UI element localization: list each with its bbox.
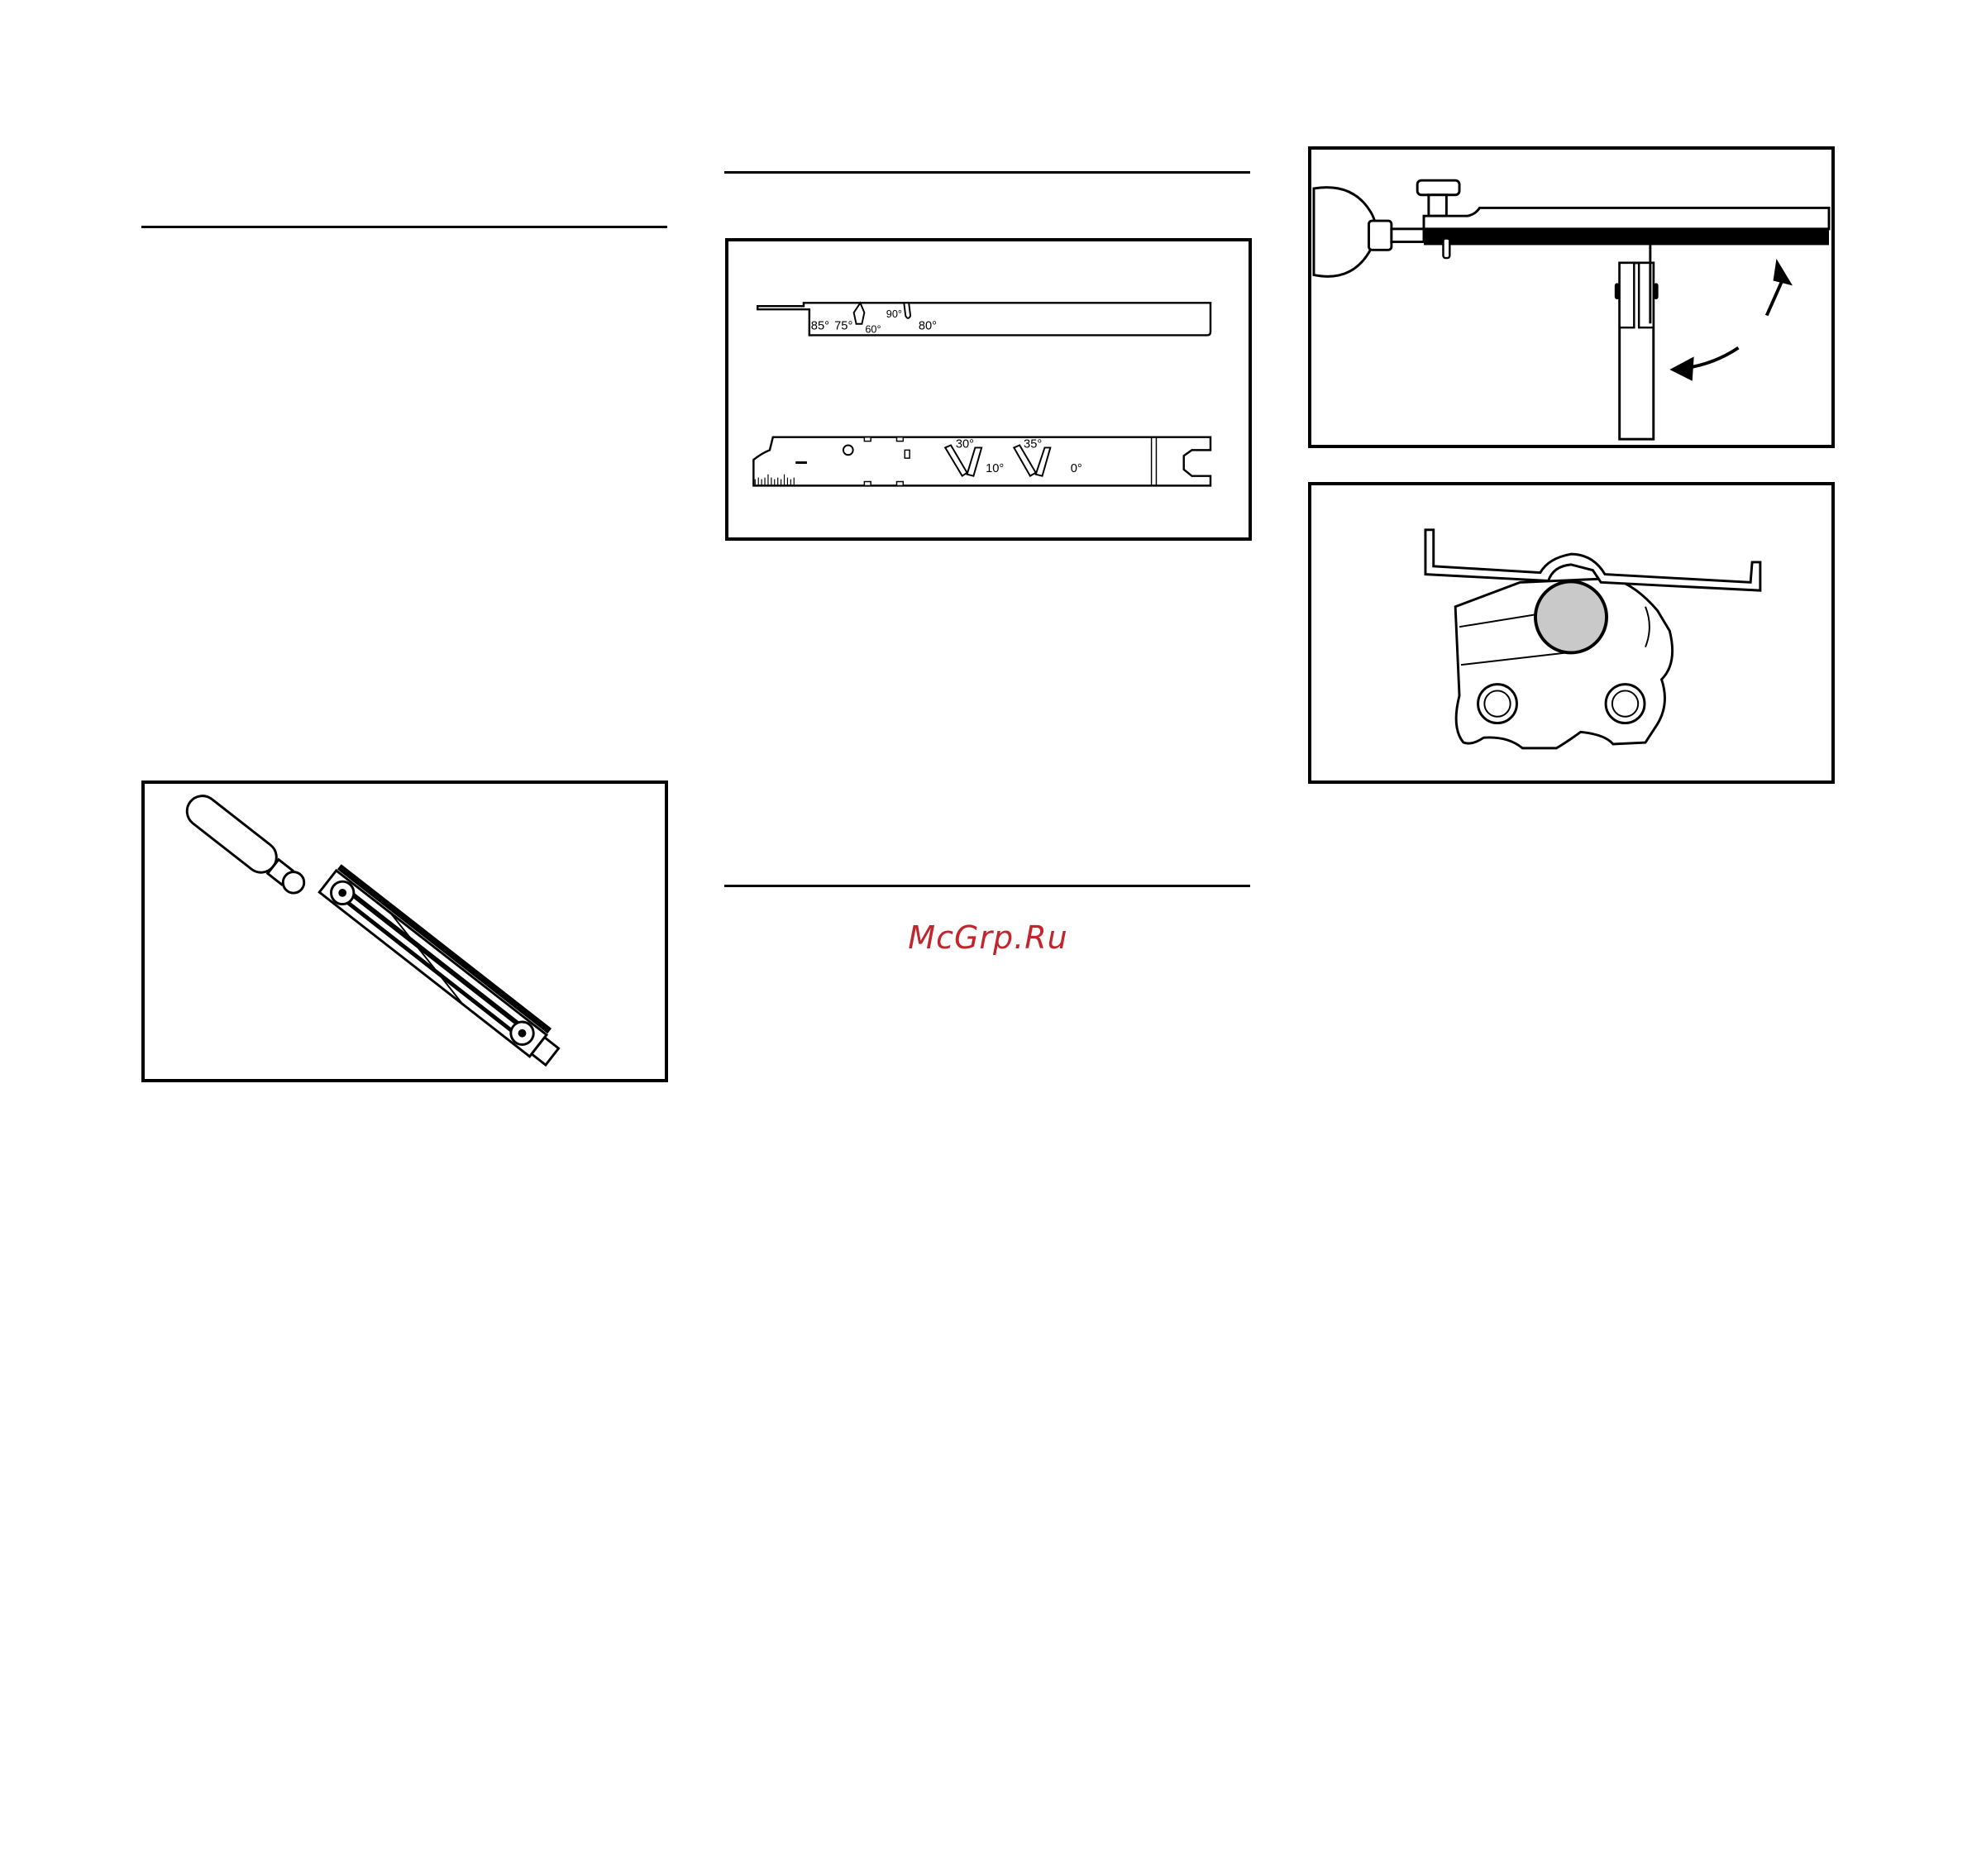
scale-label-0: 0° [1070, 461, 1082, 475]
scale-label-80: 80° [918, 319, 938, 333]
column-2-rule-top [724, 171, 1250, 174]
scale-label-75: 75° [834, 319, 853, 333]
file-holder-icon [145, 784, 665, 1079]
depth-gauge-tool-figure [725, 238, 1252, 541]
scale-label-60: 60° [865, 322, 881, 336]
scale-label-30: 30° [955, 437, 975, 451]
column-2-rule-bottom [724, 885, 1250, 887]
file-on-chain-figure [1308, 146, 1835, 448]
arrow-icon [1669, 259, 1793, 381]
scale-label-90: 90° [886, 307, 902, 320]
depth-gauge-tool-icon [728, 241, 1249, 537]
depth-gauge-cutter-icon [1311, 485, 1831, 780]
depth-gauge-on-cutter-figure [1308, 482, 1835, 784]
chain-cutter-icon [1311, 150, 1831, 445]
watermark: McGrp.Ru [908, 919, 1068, 956]
scale-label-85: 85° [810, 319, 829, 333]
scale-label-35: 35° [1024, 437, 1043, 451]
column-1-rule [141, 226, 667, 228]
file-holder-figure [141, 780, 668, 1082]
scale-label-10: 10° [986, 461, 1005, 475]
